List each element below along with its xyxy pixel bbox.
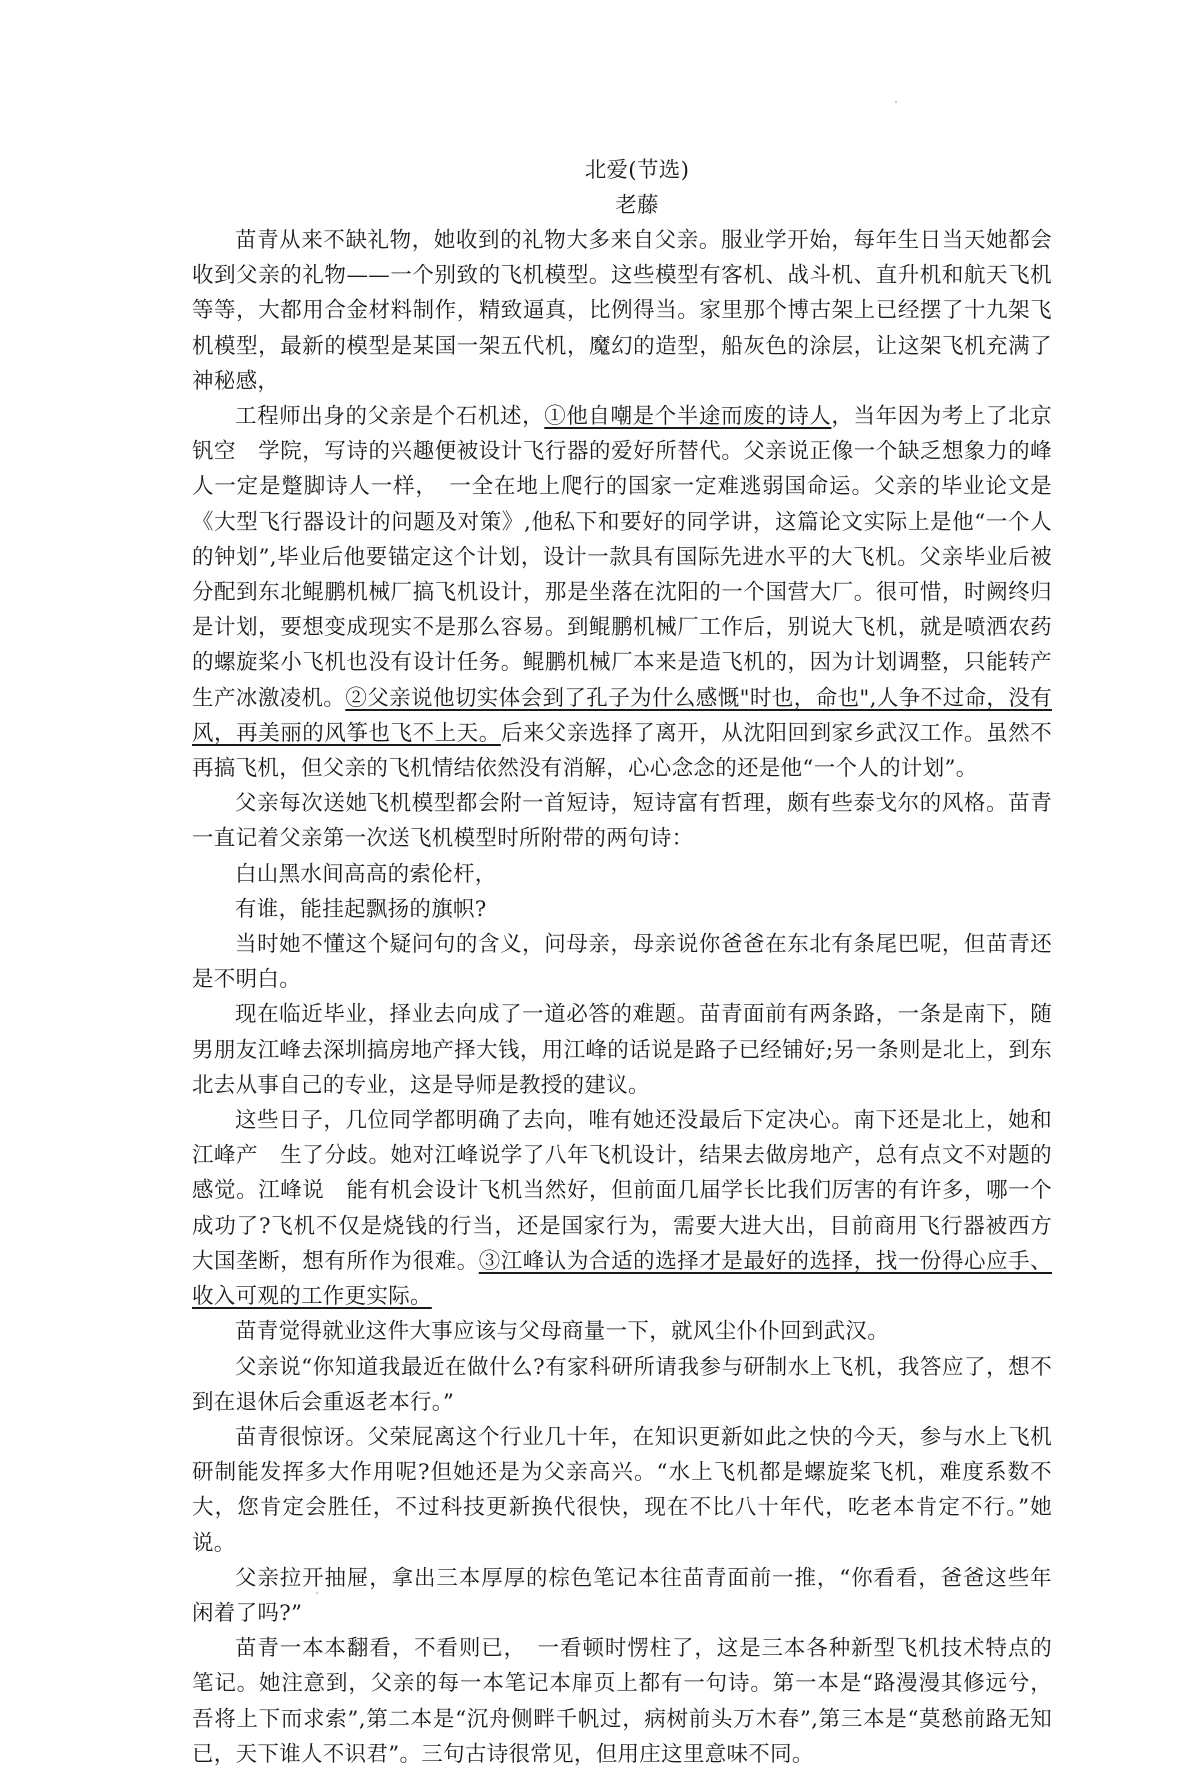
paragraph-5: 现在临近毕业，择业去向成了一道必答的难题。苗青面前有两条路，一条是南下，随男朋友江峰去深圳搞房地产择大钱，用江峰的话说是路子已经铺好;另一条则是北上，到东北去从事自己的专业，这是导师是教授的建议。 bbox=[192, 1002, 1052, 1098]
underlined-sentence-3: ③江峰认为合适的选择才是最好的选择，找一份得心应手、收入可观的工作更实际。 bbox=[192, 1248, 1052, 1310]
article-author: 老藤 bbox=[615, 193, 659, 218]
paragraph-11: 苗青一本本翻看，不看则已， 一看顿时愣柱了，这是三本各种新型飞机技术特点的笔记。她注意到，父亲的每一本笔记本扉页上都有一句诗。第一本是“路漫漫其修远兮，吾将上下而求索”,第二本是“沉舟侧畔千帆过，病树前头万木春”,第三本是“莫愁前路无知已，天下谁人不识君”。三句古诗很常见，但用庄这里意味不同。 bbox=[192, 1636, 1052, 1767]
paragraph-3: 父亲每次送她飞机模型都会附一首短诗，短诗富有哲理，颇有些泰戈尔的风格。苗青一直记着父亲第一次送飞机模型时所附带的两句诗： bbox=[192, 791, 1052, 852]
poem-line-2: 有谁，能挂起飘扬的旗帜? bbox=[235, 896, 487, 922]
underlined-sentence-1: ①他自嘲是个半途而废的诗人 bbox=[544, 404, 832, 430]
paragraph-2-part-a: 工程师出身的父亲是个石机述， bbox=[235, 404, 545, 430]
paragraph-6-part-a: 这些日子，几位同学都明确了去向，唯有她还没最后下定决心。南下还是北上，她和江峰产 生了分歧。她对江峰说学了八年飞机设计，结果去做房地产，总有点文不对题的感觉。江峰说 能有机会设计飞机当然好，但前面几届学长比我们厉害的有许多，哪一个成功了?飞机不仅是烧钱的行当，还是国家行为，需要大进大出，目前商用飞行器被西方大国垄断，想有所作为很难。 bbox=[192, 1108, 1052, 1274]
paragraph-1: 苗青从来不缺礼物，她收到的礼物大多来自父亲。服业学开始，每年生日当天她都会收到父亲的礼物——一个别致的飞机模型。这些模型有客机、战斗机、直升机和航天飞机等等，大都用合金材料制作，精致逼真，比例得当。家里那个博古架上已经摆了十九架飞机模型，最新的模型是某国一架五代机，魔幻的造型，船灰色的涂层，让这架飞机充满了神秘感， bbox=[192, 228, 1052, 394]
scan-speck bbox=[895, 101, 897, 103]
article-title: 北爱(节选) bbox=[584, 158, 690, 183]
paragraph-2-part-e: 后来父亲选择了离开，从沈阳回到家乡武汉工作。虽然不再搞飞机，但父亲的飞机情结依然没有消解，心心念念的还是他“一个人的计划”。 bbox=[192, 720, 1052, 782]
article-body bbox=[192, 153, 1052, 1772]
paragraph-7: 苗青觉得就业这件大事应该与父母商量一下，就风尘仆仆回到武汉。 bbox=[235, 1319, 890, 1345]
paragraph-2 bbox=[192, 399, 1052, 786]
paragraph-10: 父亲拉开抽屉，拿出三本厚厚的棕色笔记本往苗青面前一推，“你看看，爸爸这些年闲着了吗?” bbox=[192, 1565, 1052, 1626]
underlined-sentence-2: ②父亲说他切实体会到了孔子为什么感慨"时也，命也",人争不过命，没有风，再美丽的风筝也飞不上天。 bbox=[192, 685, 1052, 746]
paragraph-4: 当时她不懂这个疑问句的含义，问母亲，母亲说你爸爸在东北有条尾巴呢，但苗青还是不明白。 bbox=[192, 932, 1052, 993]
poem-line-1: 白山黑水间高高的索伦杆， bbox=[235, 861, 497, 887]
paragraph-8: 父亲说“你知道我最近在做什么?有家科研所请我参与研制水上飞机，我答应了，想不到在退休后会重返老本行。” bbox=[192, 1354, 1052, 1415]
paragraph-2-part-c: ，当年因为考上了北京钒空 学院，写诗的兴趣便被设计飞行器的爱好所替代。父亲说正像一个缺乏想象力的峰人一定是蹩脚诗人一样， 一全在地上爬行的国家一定难逃弱国命运。父亲的毕业论文是《大型飞行器设计的问题及对策》,他私下和要好的同学讲，这篇论文实际上是他“一个人的钟划”,毕业后他要锚定这个计划，设计一款具有国际先进水平的大飞机。父亲毕业后被分配到东北鲲鹏机械厂搞飞机设计，那是坐落在沈阳的一个国营大厂。很可惜，时阙终归是计划，要想变成现实不是那么容易。到鲲鹏机械厂工作后，别说大飞机，就是喷洒农药的螺旋桨小飞机也没有设计任务。鲲鹏机械厂本来是造飞机的，因为计划调整，只能转产生产冰激凌机。 bbox=[192, 404, 1053, 711]
paragraph-9: 苗青很惊讶。父荣屁离这个行业几十年，在知识更新如此之快的今天，参与水上飞机研制能发挥多大作用呢?但她还是为父亲高兴。“水上飞机都是螺旋桨飞机，难度系数不大，您肯定会胜任，不过科技更新换代很快，现在不比八十年代，吃老本肯定不行。”她说。 bbox=[192, 1424, 1052, 1556]
paragraph-6 bbox=[192, 1103, 1052, 1314]
